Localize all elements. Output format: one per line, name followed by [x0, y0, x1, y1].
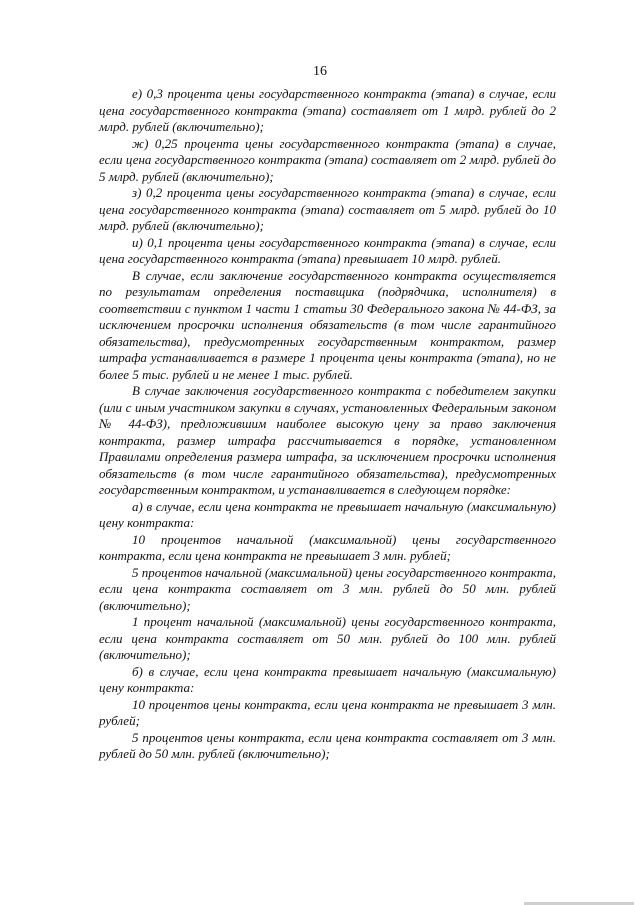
paragraph-zh: ж) 0,25 процента цены государственного контракта (этапа) в случае, если цена государственного контракта (этапа) составляет от 2 млрд. рублей до 5 млрд. рублей (включительно);: [99, 135, 556, 184]
paragraph-b-10-percent: 10 процентов цены контракта, если цена контракта не превышает 3 млн. рублей;: [99, 696, 556, 728]
paragraph-e: е) 0,3 процента цены государственного контракта (этапа) в случае, если цена государственного контракта (этапа) составляет от 1 млрд. рублей до 2 млрд. рублей (включительно);: [99, 86, 556, 134]
page-number: 16: [313, 64, 327, 79]
paragraph-b-5-percent: 5 процентов цены контракта, если цена контракта составляет от 3 млн. рублей до 50 млн. рублей (включительно);: [99, 729, 556, 761]
paragraph-z: з) 0,2 процента цены государственного контракта (этапа) в случае, если цена государственного контракта (этапа) составляет от 5 млрд. рублей до 10 млрд. рублей (включительно);: [99, 185, 556, 233]
paragraph-article-30-penalty: В случае, если заключение государственного контракта осуществляется по результатам определения поставщика (подрядчика, исполнителя) в соответствии с пунктом 1 части 1 статьи 30 Федерального закона № 44-ФЗ, за исключением просрочки исполнения обязательств (в том числе гарантийного обязательства), предусмотренных государственным контрактом, размер штрафа устанавливается в размере 1 процента цены контракта (этапа), но не более 5 тыс. рублей и не менее 1 тыс. рублей.: [99, 267, 556, 382]
paragraph-a: а) в случае, если цена контракта не превышает начальную (максимальную) цену контракта:: [99, 498, 556, 530]
document-body: [99, 86, 556, 763]
paragraph-a-1-percent: 1 процент начальной (максимальной) цены государственного контракта, если цена контракта составляет от 50 млн. рублей до 100 млн. рублей (включительно);: [99, 614, 556, 662]
paragraph-b: б) в случае, если цена контракта превышает начальную (максимальную) цену контракта:: [99, 663, 556, 695]
paragraph-highest-price-winner: В случае заключения государственного контракта с победителем закупки (или с иным участником закупки в случаях, установленных Федеральным законом № 44-ФЗ), предложившим наиболее высокую цену за право заключения контракта, размер штрафа рассчитывается в порядке, установленном Правилами определения размера штрафа, за исключением просрочки исполнения обязательств (в том числе гарантийного обязательства), предусмотренных государственным контрактом, и устанавливается в следующем порядке:: [99, 383, 556, 497]
paragraph-a-10-percent: 10 процентов начальной (максимальной) цены государственного контракта, если цена контракта не превышает 3 млн. рублей;: [99, 531, 556, 563]
paragraph-a-5-percent: 5 процентов начальной (максимальной) цены государственного контракта, если цена контракта составляет от 3 млн. рублей до 50 млн. рублей (включительно);: [99, 564, 556, 613]
paragraph-i: и) 0,1 процента цены государственного контракта (этапа) в случае, если цена государственного контракта (этапа) превышает 10 млрд. рублей.: [99, 234, 556, 266]
